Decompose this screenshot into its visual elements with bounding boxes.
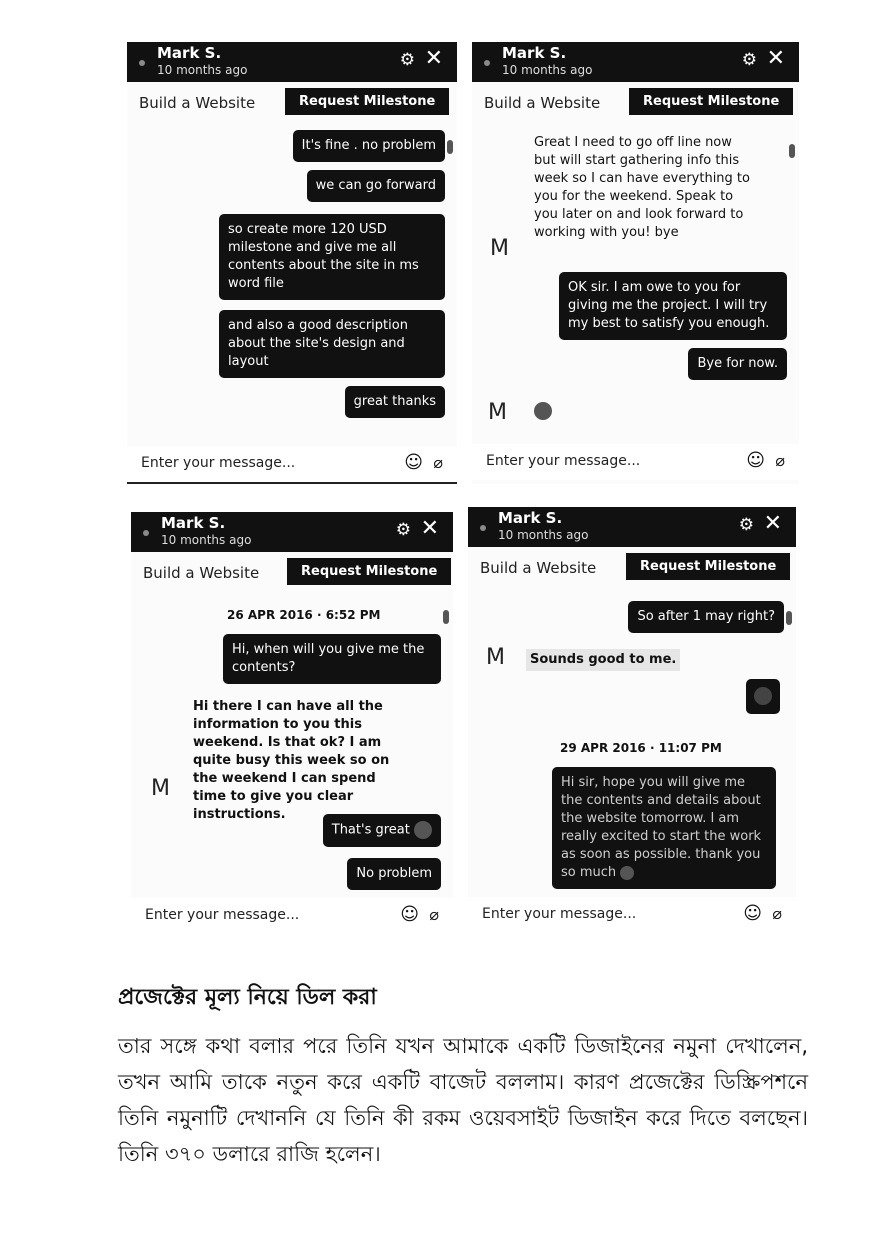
close-icon[interactable]: ✕	[424, 46, 443, 71]
project-title: Build a Website	[139, 94, 256, 112]
last-seen: 10 months ago	[498, 528, 589, 542]
smiley-icon[interactable]: ☺	[400, 904, 419, 925]
section-heading: প্রজেক্টের মূল্য নিয়ে ডিল করা	[118, 985, 377, 1010]
body-paragraph: তার সঙ্গে কথা বলার পরে তিনি যখন আমাকে একটি ডিজাইনের নমুনা দেখালেন, তখন আমি তাকে নতুন করে একটি বাজেট বললাম। কারণ প্রজেক্টের ডিস্ক্রিপশনে তিনি নমুনাটি দেখাননি যে তিনি কী রকম ওয়েবসাইট ডিজাইন করে দিতে বলছেন। তিনি ৩৭০ ডলারে রাজি হলেন।	[118, 1034, 808, 1166]
message-bubble	[552, 767, 776, 889]
message-text: Hi sir, hope you will give me the contents and details about the website tomorrow. I am really excited to start the work as soon as possible. thank you so much	[561, 775, 762, 880]
emoji-icon	[754, 687, 772, 705]
message-input[interactable]: Enter your message...	[141, 455, 296, 471]
gear-icon[interactable]: ⚙	[741, 50, 757, 70]
message-bubble: Bye for now.	[688, 348, 787, 380]
emoji-icon	[414, 821, 432, 839]
incoming-message: Hi there I can have all the information to you this weekend. Is that ok? I am quite busy this week so on the weekend I can spend time to give you clear instructions.	[193, 699, 390, 822]
close-icon[interactable]: ✕	[766, 46, 785, 71]
request-milestone-button[interactable]: Request Milestone	[629, 88, 793, 115]
chat-panel-3	[131, 512, 453, 932]
emoji-icon	[620, 866, 634, 880]
request-milestone-button[interactable]: Request Milestone	[285, 88, 449, 115]
date-stamp: 29 APR 2016 · 11:07 PM	[560, 741, 722, 755]
message-composer	[472, 444, 799, 480]
avatar: M	[490, 236, 509, 261]
paperclip-icon[interactable]: ⌀	[775, 451, 785, 470]
message-bubble: Hi, when will you give me the contents?	[223, 634, 441, 684]
request-milestone-button[interactable]: Request Milestone	[287, 558, 451, 585]
date-stamp: 26 APR 2016 · 6:52 PM	[227, 608, 381, 622]
message-bubble: No problem	[347, 858, 441, 890]
scrollbar[interactable]	[786, 611, 792, 625]
emoji-bubble	[746, 679, 780, 714]
scrollbar[interactable]	[447, 140, 453, 154]
message-input[interactable]: Enter your message...	[145, 907, 300, 923]
project-title: Build a Website	[484, 94, 601, 112]
message-bubble: OK sir. I am owe to you for giving me the project. I will try my best to satisfy you enough.	[559, 272, 787, 340]
status-dot	[484, 60, 490, 66]
message-input[interactable]: Enter your message...	[482, 906, 637, 922]
chat-header	[472, 42, 799, 82]
incoming-message: Great I need to go off line now but will start gathering info this week so I can have everything to you for the weekend. Speak to you later on and look forward to working with you! bye	[534, 135, 750, 240]
message-composer	[127, 446, 457, 484]
request-milestone-button[interactable]: Request Milestone	[626, 553, 790, 580]
message-composer	[131, 898, 453, 932]
chat-header	[127, 42, 457, 82]
chat-header	[468, 507, 796, 547]
chat-panel-4	[468, 507, 796, 932]
message-bubble: great thanks	[345, 386, 445, 418]
paperclip-icon[interactable]: ⌀	[429, 905, 439, 924]
close-icon[interactable]: ✕	[763, 511, 782, 536]
contact-name: Mark S.	[157, 44, 222, 62]
avatar: M	[486, 645, 505, 670]
last-seen: 10 months ago	[502, 63, 593, 77]
gear-icon[interactable]: ⚙	[399, 50, 415, 70]
smiley-icon[interactable]: ☺	[743, 903, 762, 924]
last-seen: 10 months ago	[161, 533, 252, 547]
last-seen: 10 months ago	[157, 63, 248, 77]
avatar: M	[488, 400, 507, 425]
message-bubble: So after 1 may right?	[628, 601, 784, 633]
smiley-icon[interactable]: ☺	[746, 450, 765, 471]
gear-icon[interactable]: ⚙	[395, 520, 411, 540]
message-composer	[468, 897, 796, 932]
status-dot	[139, 60, 145, 66]
message-bubble: and also a good description about the site's design and layout	[219, 310, 445, 378]
contact-name: Mark S.	[502, 44, 567, 62]
paperclip-icon[interactable]: ⌀	[772, 904, 782, 923]
message-text: That's great	[331, 822, 410, 838]
gear-icon[interactable]: ⚙	[738, 515, 754, 535]
status-dot	[480, 525, 486, 531]
chat-panel-2	[472, 42, 799, 484]
chat-header	[131, 512, 453, 552]
chat-panel-1	[127, 42, 457, 484]
message-bubble: we can go forward	[307, 170, 445, 202]
project-title: Build a Website	[143, 564, 260, 582]
contact-name: Mark S.	[161, 514, 226, 532]
message-input[interactable]: Enter your message...	[486, 453, 641, 469]
emoji-icon	[534, 402, 552, 420]
message-bubble	[323, 814, 441, 847]
message-bubble: It's fine . no problem	[293, 130, 445, 162]
scrollbar[interactable]	[789, 144, 795, 158]
message-bubble: so create more 120 USD milestone and give me all contents about the site in ms word file	[219, 214, 445, 300]
project-title: Build a Website	[480, 559, 597, 577]
status-dot	[143, 530, 149, 536]
avatar: M	[151, 776, 170, 801]
incoming-message: Sounds good to me.	[526, 649, 680, 671]
scrollbar[interactable]	[443, 610, 449, 624]
paperclip-icon[interactable]: ⌀	[433, 453, 443, 472]
contact-name: Mark S.	[498, 509, 563, 527]
smiley-icon[interactable]: ☺	[404, 452, 423, 473]
close-icon[interactable]: ✕	[420, 516, 439, 541]
